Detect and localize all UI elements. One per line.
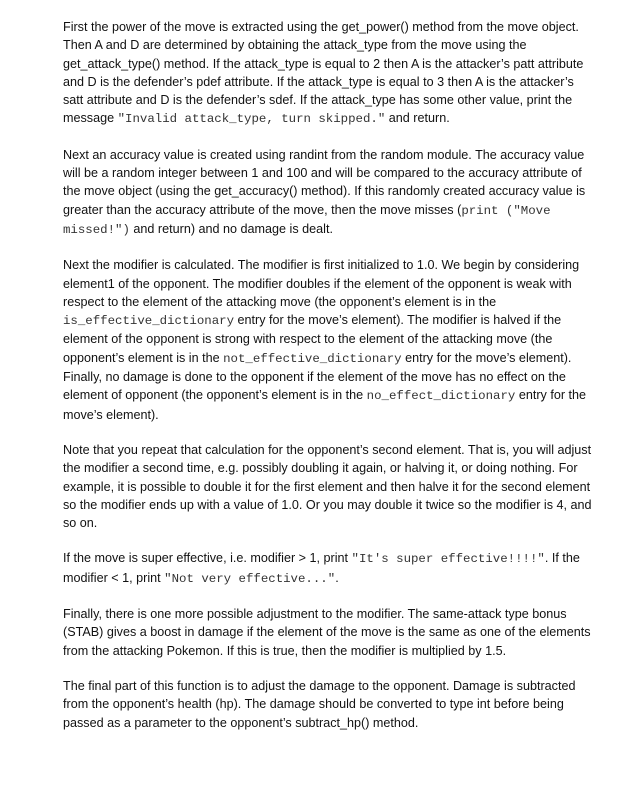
paragraph-stab-bonus (63, 605, 595, 660)
code-not-effective-dictionary: not_effective_dictionary (223, 351, 402, 366)
paragraph-power-and-attack-type (63, 18, 595, 129)
text-segment: First the power of the move is extracted using the get_power() method from the move object. Then A and D are determined by obtaining the attack_type from the move using the get_attack_type() method. If the attack_type is equal to 2 then A is the attacker’s patt attribute and D is the defender’s pdef attribute. If the attack_type is equal to 3 then A is the attacker’s satt attribute and D is the defender’s sdef. If the attack_type has some other value, print the message (63, 20, 584, 126)
code-move-missed: print ("Move missed!") (63, 203, 551, 237)
paragraph-apply-damage (63, 677, 595, 732)
text-segment: The final part of this function is to adjust the damage to the opponent. Damage is subtracted from the opponent’s health (hp). The damage should be converted to type int before being passed as a parameter to the opponent’s subtract_hp() method. (63, 678, 576, 730)
text-segment: If the move is super effective, i.e. modifier > 1, print (63, 551, 352, 566)
text-segment: . (335, 570, 339, 585)
text-segment: entry for the move’s element). The modifier is halved if the element of the opponent is strong with respect to the element of the attacking move (the opponent’s element is in the (63, 313, 562, 365)
code-is-effective-dictionary: is_effective_dictionary (63, 314, 235, 329)
code-not-very-effective: "Not very effective..." (164, 571, 336, 586)
text-segment: entry for the move’s element). (63, 388, 587, 422)
text-segment: entry for the move’s element). Finally, no damage is done to the opponent if the element of the move has no effect on the element of opponent (the opponent’s element is in the (63, 350, 572, 403)
paragraph-effectiveness-messages (63, 549, 595, 588)
text-segment: Note that you repeat that calculation for the opponent’s second element. That is, you will adjust the modifier a second time, e.g. possibly doubling it again, or halving it, or doing nothing. For example, it is possible to double it for the first element and then halve it for the second element so the modifier ends up with a value of 1.0. Or you may double it twice so the modifier is 4, and so on. (63, 442, 592, 531)
code-no-effect-dictionary: no_effect_dictionary (366, 389, 516, 404)
text-segment: Finally, there is one more possible adjustment to the modifier. The same-attack type bonus (STAB) gives a boost in damage if the element of the move is the same as one of the elements from the attacking Pokemon. If this is true, then the modifier is multiplied by 1.5. (63, 607, 591, 658)
text-segment: Next the modifier is calculated. The modifier is first initialized to 1.0. We begin by considering element1 of the opponent. The modifier doubles if the element of the opponent is weak with respect to the element of the attacking move (the opponent’s element is in the (63, 258, 580, 309)
code-super-effective: "It's super effective!!!!" (351, 552, 545, 567)
text-segment: and return) and no damage is dealt. (129, 221, 333, 236)
text-segment: . If the modifier < 1, print (63, 551, 580, 585)
text-segment: and return. (385, 111, 450, 126)
paragraph-modifier-first-element (63, 256, 595, 424)
text-segment: Next an accuracy value is created using randint from the random module. The accuracy value will be a random integer between 1 and 100 and will be compared to the accuracy attribute of the move object (using the get_accuracy() method). If this randomly created accuracy value is greater than the accuracy attribute of the move, then the move misses ( (63, 147, 586, 217)
code-invalid-attack-type: "Invalid attack_type, turn skipped." (117, 112, 386, 127)
paragraph-accuracy (63, 146, 595, 239)
paragraph-modifier-second-element (63, 441, 595, 532)
